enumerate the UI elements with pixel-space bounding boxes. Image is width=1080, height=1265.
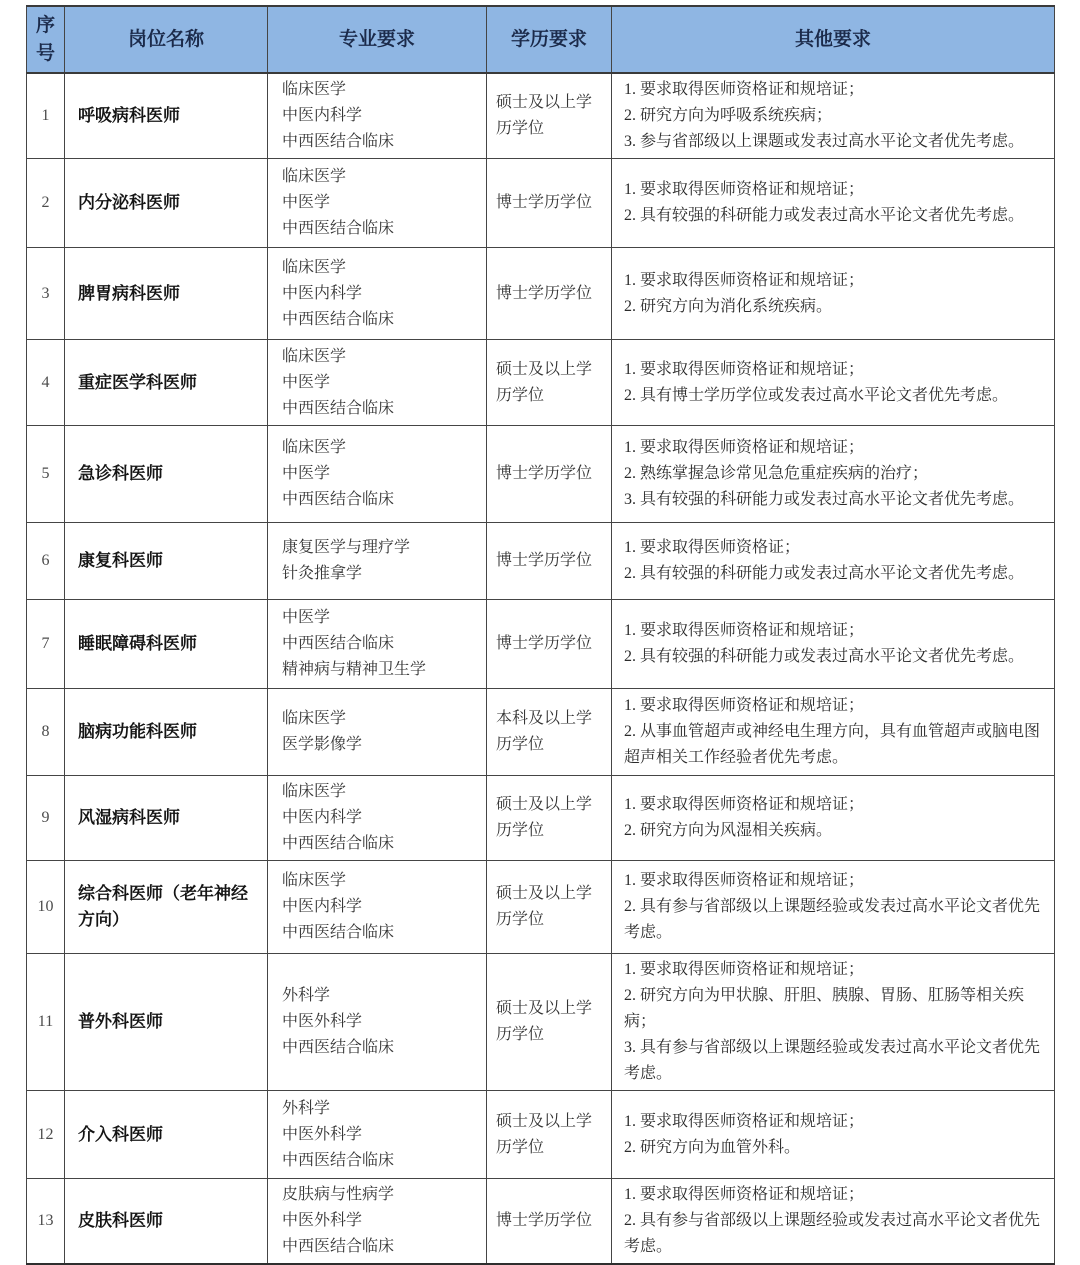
table-row bbox=[27, 689, 1055, 776]
recruitment-positions-table bbox=[26, 5, 1055, 1265]
other-requirement-item: 3. 具有参与省部级以上课题经验或发表过高水平论文者优先考虑。 bbox=[624, 1039, 1041, 1083]
major-item: 中医内科学 bbox=[282, 284, 363, 302]
other-requirement-item: 1. 要求取得医师资格证和规培证； bbox=[624, 181, 865, 199]
education-requirement: 硕士及以上学历学位 bbox=[487, 1091, 612, 1179]
row-number: 9 bbox=[27, 776, 65, 861]
major-item: 外科学 bbox=[282, 1099, 331, 1117]
major-item: 中医学 bbox=[282, 609, 331, 627]
header-cell-position: 岗位名称 bbox=[65, 6, 268, 73]
other-requirement-item: 2. 研究方向为消化系统疾病。 bbox=[624, 297, 833, 315]
table-row bbox=[27, 776, 1055, 861]
education-requirement: 博士学历学位 bbox=[487, 600, 612, 689]
other-requirement-item: 3. 参与省部级以上课题或发表过高水平论文者优先考虑。 bbox=[624, 133, 1025, 151]
major-item: 针灸推拿学 bbox=[282, 565, 363, 583]
other-requirement-item: 1. 要求取得医师资格证和规培证； bbox=[624, 81, 865, 99]
education-requirement: 硕士及以上学历学位 bbox=[487, 861, 612, 954]
major-item: 精神病与精神卫生学 bbox=[282, 661, 427, 679]
other-requirement-item: 2. 具有较强的科研能力或发表过高水平论文者优先考虑。 bbox=[624, 648, 1025, 666]
other-requirement-item: 1. 要求取得医师资格证和规培证； bbox=[624, 360, 865, 378]
position-name: 脑病功能科医师 bbox=[65, 689, 268, 776]
majors-list bbox=[268, 426, 487, 523]
major-item: 中西医结合临床 bbox=[282, 924, 395, 942]
other-requirement-item: 1. 要求取得医师资格证和规培证； bbox=[624, 439, 865, 457]
position-name: 内分泌科医师 bbox=[65, 159, 268, 248]
other-requirements-list bbox=[612, 73, 1055, 159]
major-item: 中西医结合临床 bbox=[282, 1238, 395, 1256]
education-requirement: 博士学历学位 bbox=[487, 248, 612, 340]
majors-list bbox=[268, 159, 487, 248]
major-item: 中医学 bbox=[282, 373, 331, 391]
major-item: 中医内科学 bbox=[282, 107, 363, 125]
row-number: 3 bbox=[27, 248, 65, 340]
major-item: 中西医结合临床 bbox=[282, 1039, 395, 1057]
other-requirement-item: 1. 要求取得医师资格证和规培证； bbox=[624, 622, 865, 640]
major-item: 中西医结合临床 bbox=[282, 835, 395, 853]
major-item: 外科学 bbox=[282, 987, 331, 1005]
other-requirement-item: 1. 要求取得医师资格证和规培证； bbox=[624, 697, 865, 715]
majors-list bbox=[268, 523, 487, 600]
position-name: 睡眠障碍科医师 bbox=[65, 600, 268, 689]
major-item: 中西医结合临床 bbox=[282, 635, 395, 653]
majors-list bbox=[268, 1091, 487, 1179]
position-name: 急诊科医师 bbox=[65, 426, 268, 523]
education-requirement: 博士学历学位 bbox=[487, 523, 612, 600]
other-requirements-list bbox=[612, 159, 1055, 248]
other-requirement-item: 1. 要求取得医师资格证和规培证； bbox=[624, 271, 865, 289]
major-item: 临床医学 bbox=[282, 439, 347, 457]
education-requirement: 本科及以上学历学位 bbox=[487, 689, 612, 776]
major-item: 中西医结合临床 bbox=[282, 399, 395, 417]
majors-list bbox=[268, 340, 487, 426]
table-row bbox=[27, 600, 1055, 689]
row-number: 5 bbox=[27, 426, 65, 523]
position-name: 综合科医师（老年神经方向） bbox=[65, 861, 268, 954]
table-row bbox=[27, 1179, 1055, 1265]
other-requirements-list bbox=[612, 861, 1055, 954]
position-name: 介入科医师 bbox=[65, 1091, 268, 1179]
major-item: 中西医结合临床 bbox=[282, 310, 395, 328]
table-body bbox=[27, 73, 1055, 1264]
position-name: 脾胃病科医师 bbox=[65, 248, 268, 340]
position-name: 呼吸病科医师 bbox=[65, 73, 268, 159]
other-requirement-item: 2. 研究方向为甲状腺、肝胆、胰腺、胃肠、肛肠等相关疾病； bbox=[624, 987, 1025, 1031]
education-requirement: 硕士及以上学历学位 bbox=[487, 776, 612, 861]
table-row bbox=[27, 159, 1055, 248]
row-number: 12 bbox=[27, 1091, 65, 1179]
row-number: 1 bbox=[27, 73, 65, 159]
major-item: 临床医学 bbox=[282, 81, 347, 99]
other-requirements-list bbox=[612, 776, 1055, 861]
other-requirement-item: 1. 要求取得医师资格证； bbox=[624, 539, 801, 557]
header-cell-major: 专业要求 bbox=[268, 6, 487, 73]
row-number: 4 bbox=[27, 340, 65, 426]
major-item: 临床医学 bbox=[282, 347, 347, 365]
major-item: 临床医学 bbox=[282, 710, 347, 728]
majors-list bbox=[268, 73, 487, 159]
table-row bbox=[27, 340, 1055, 426]
other-requirement-item: 2. 具有参与省部级以上课题经验或发表过高水平论文者优先考虑。 bbox=[624, 1212, 1041, 1256]
major-item: 临床医学 bbox=[282, 783, 347, 801]
position-name: 皮肤科医师 bbox=[65, 1179, 268, 1265]
other-requirement-item: 2. 研究方向为血管外科。 bbox=[624, 1138, 801, 1156]
other-requirement-item: 3. 具有较强的科研能力或发表过高水平论文者优先考虑。 bbox=[624, 491, 1025, 509]
row-number: 6 bbox=[27, 523, 65, 600]
other-requirement-item: 2. 从事血管超声或神经电生理方向，具有血管超声或脑电图超声相关工作经验者优先考虑。 bbox=[624, 723, 1041, 767]
majors-list bbox=[268, 861, 487, 954]
majors-list bbox=[268, 954, 487, 1091]
table-row bbox=[27, 248, 1055, 340]
major-item: 中医外科学 bbox=[282, 1013, 363, 1031]
education-requirement: 硕士及以上学历学位 bbox=[487, 340, 612, 426]
header-cell-other: 其他要求 bbox=[612, 6, 1055, 73]
row-number: 8 bbox=[27, 689, 65, 776]
other-requirement-item: 2. 具有参与省部级以上课题经验或发表过高水平论文者优先考虑。 bbox=[624, 898, 1041, 942]
major-item: 中医外科学 bbox=[282, 1212, 363, 1230]
header-row bbox=[27, 6, 1055, 73]
major-item: 临床医学 bbox=[282, 258, 347, 276]
major-item: 临床医学 bbox=[282, 168, 347, 186]
other-requirement-item: 2. 研究方向为呼吸系统疾病； bbox=[624, 107, 833, 125]
row-number: 2 bbox=[27, 159, 65, 248]
other-requirement-item: 1. 要求取得医师资格证和规培证； bbox=[624, 1112, 865, 1130]
other-requirements-list bbox=[612, 954, 1055, 1091]
majors-list bbox=[268, 248, 487, 340]
row-number: 7 bbox=[27, 600, 65, 689]
other-requirements-list bbox=[612, 600, 1055, 689]
other-requirement-item: 1. 要求取得医师资格证和规培证； bbox=[624, 1186, 865, 1204]
major-item: 中医学 bbox=[282, 465, 331, 483]
other-requirement-item: 1. 要求取得医师资格证和规培证； bbox=[624, 961, 865, 979]
education-requirement: 博士学历学位 bbox=[487, 159, 612, 248]
other-requirements-list bbox=[612, 248, 1055, 340]
table-row bbox=[27, 1091, 1055, 1179]
row-number: 13 bbox=[27, 1179, 65, 1265]
other-requirement-item: 2. 熟练掌握急诊常见急危重症疾病的治疗； bbox=[624, 465, 929, 483]
row-number: 10 bbox=[27, 861, 65, 954]
education-requirement: 硕士及以上学历学位 bbox=[487, 954, 612, 1091]
education-requirement: 博士学历学位 bbox=[487, 1179, 612, 1265]
other-requirements-list bbox=[612, 689, 1055, 776]
majors-list bbox=[268, 1179, 487, 1265]
major-item: 中西医结合临床 bbox=[282, 1151, 395, 1169]
major-item: 中医学 bbox=[282, 194, 331, 212]
other-requirements-list bbox=[612, 1179, 1055, 1265]
education-requirement: 硕士及以上学历学位 bbox=[487, 73, 612, 159]
position-name: 康复科医师 bbox=[65, 523, 268, 600]
major-item: 中西医结合临床 bbox=[282, 220, 395, 238]
position-name: 重症医学科医师 bbox=[65, 340, 268, 426]
other-requirements-list bbox=[612, 426, 1055, 523]
row-number: 11 bbox=[27, 954, 65, 1091]
other-requirements-list bbox=[612, 340, 1055, 426]
major-item: 中西医结合临床 bbox=[282, 491, 395, 509]
other-requirement-item: 1. 要求取得医师资格证和规培证； bbox=[624, 872, 865, 890]
other-requirement-item: 1. 要求取得医师资格证和规培证； bbox=[624, 796, 865, 814]
position-name: 普外科医师 bbox=[65, 954, 268, 1091]
majors-list bbox=[268, 689, 487, 776]
education-requirement: 博士学历学位 bbox=[487, 426, 612, 523]
major-item: 康复医学与理疗学 bbox=[282, 539, 411, 557]
major-item: 中医外科学 bbox=[282, 1125, 363, 1143]
major-item: 中医内科学 bbox=[282, 898, 363, 916]
major-item: 中西医结合临床 bbox=[282, 133, 395, 151]
other-requirements-list bbox=[612, 523, 1055, 600]
majors-list bbox=[268, 600, 487, 689]
table-row bbox=[27, 523, 1055, 600]
major-item: 皮肤病与性病学 bbox=[282, 1186, 395, 1204]
major-item: 临床医学 bbox=[282, 872, 347, 890]
table-header bbox=[27, 6, 1055, 73]
major-item: 中医内科学 bbox=[282, 809, 363, 827]
other-requirement-item: 2. 具有博士学历学位或发表过高水平论文者优先考虑。 bbox=[624, 386, 1009, 404]
position-name: 风湿病科医师 bbox=[65, 776, 268, 861]
major-item: 医学影像学 bbox=[282, 736, 363, 754]
header-cell-number: 序号 bbox=[27, 6, 65, 73]
table-row bbox=[27, 861, 1055, 954]
other-requirements-list bbox=[612, 1091, 1055, 1179]
table-row bbox=[27, 426, 1055, 523]
majors-list bbox=[268, 776, 487, 861]
other-requirement-item: 2. 具有较强的科研能力或发表过高水平论文者优先考虑。 bbox=[624, 207, 1025, 225]
table-row bbox=[27, 73, 1055, 159]
other-requirement-item: 2. 具有较强的科研能力或发表过高水平论文者优先考虑。 bbox=[624, 565, 1025, 583]
table-row bbox=[27, 954, 1055, 1091]
header-cell-education: 学历要求 bbox=[487, 6, 612, 73]
other-requirement-item: 2. 研究方向为风湿相关疾病。 bbox=[624, 822, 833, 840]
